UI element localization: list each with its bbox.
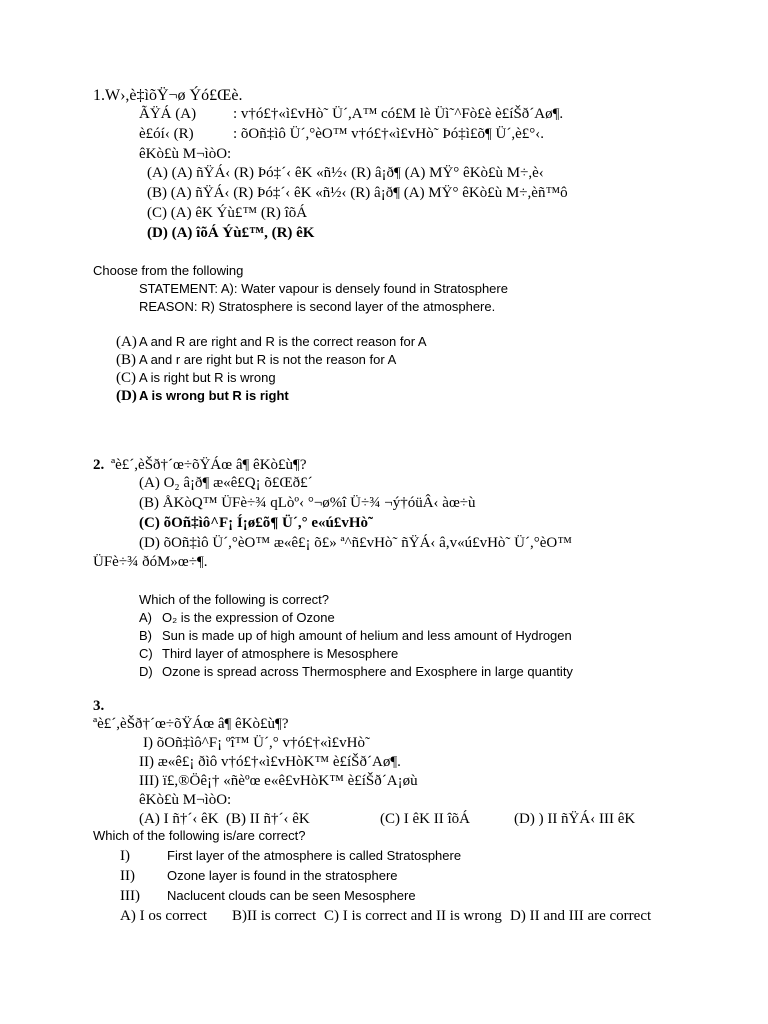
q3-option-b: (B) II ñ†´‹ êK — [226, 811, 310, 827]
q2-option-b: (B) ÅKòQ™ ÜFè÷¾ qLòº‹ °¬ø%î Ü÷¾ ¬ý†óüÂ‹ àœ÷ù — [139, 495, 476, 511]
q1-en-option-d-label: (D) — [116, 388, 137, 404]
q1-en-reason: REASON: R) Stratosphere is second layer of the atmosphere. — [139, 299, 496, 314]
q1-assertion-text: : v†ó£†«ì£vHò˜ Ü´,A™ có£M lè Üì˜^Fò£è è£íŠð´Aø¶. — [233, 106, 564, 122]
q3-choose-label: êKò£ù M¬ìòO: — [139, 792, 232, 808]
q1-en-option-c: A is right but R is wrong — [139, 370, 276, 385]
q2-en-option-b-label: B) — [139, 628, 152, 643]
q1-option-b: (B) (A) ñŸÁ‹ (R) Þó‡´‹ êK «ñ½‹ (R) â¡ð¶ (A) MŸ° êKò£ù M÷,èñ™ô — [147, 185, 568, 201]
q2-en-option-c-label: C) — [139, 646, 153, 661]
q2-option-a: (A) O₂ â¡ð¶ æ«ê£Q¡ õ£Œð£´ — [139, 475, 313, 491]
q3-heading-number: 3. — [93, 698, 105, 714]
q3-en-statement-1-label: I) — [120, 848, 130, 864]
q2-heading: ªè£´,èŠð†´œ÷õŸÁœ â¶ êKò£ù¶? — [111, 457, 307, 473]
q3-statement-2: II) æ«ê£¡ ðìô v†ó£†«ì£vHòK™ è£íŠð´Aø¶. — [139, 754, 401, 770]
q1-option-a: (A) (A) ñŸÁ‹ (R) Þó‡´‹ êK «ñ½‹ (R) â¡ð¶ (A) MŸ° êKò£ù M÷,è‹ — [147, 165, 544, 181]
q1-en-option-a-label: (A) — [116, 334, 137, 350]
q2-option-d: (D) õOñ‡ìô Ü´,°èO™ æ«ê£¡ õ£» ª^ñ£vHò˜ ñŸÁ‹ â,v«ú£vHò˜ Ü´,°èO™ — [139, 535, 572, 551]
q1-reason-text: : õOñ‡ìô Ü´,°èO™ v†ó£†«ì£vHò˜ Þó‡ì£õ¶ Ü´,è£°‹. — [233, 126, 544, 142]
q1-reason-label: è£óí‹ (R) — [139, 126, 194, 142]
q1-en-option-b-label: (B) — [116, 352, 136, 368]
q3-en-option-b: B)II is correct — [232, 908, 317, 924]
q1-heading: 1.W›,è‡ìõŸ¬ø Ýó£Œè. — [93, 87, 243, 104]
q3-statement-3: III) ï£,®Öê¡† «ñèºœ e«ê£vHòK™ è£íŠð´A¡øù — [139, 773, 418, 789]
q1-option-c: (C) (A) êK Ýù£™ (R) îõÁ — [147, 205, 308, 221]
q2-en-option-b: Sun is made up of high amount of helium and less amount of Hydrogen — [162, 628, 572, 643]
q3-en-statement-3: Naclucent clouds can be seen Mesosphere — [167, 888, 416, 903]
q3-statement-1: I) õOñ‡ìô^F¡ ºî™ Ü´,° v†ó£†«ì£vHò˜ — [143, 735, 370, 751]
q3-en-statement-3-label: III) — [120, 888, 140, 904]
q2-en-option-d: Ozone is spread across Thermosphere and Exosphere in large quantity — [162, 664, 573, 679]
q1-en-option-b: A and r are right but R is not the reason for A — [139, 352, 397, 367]
q1-en-statement: STATEMENT: A): Water vapour is densely found in Stratosphere — [139, 281, 508, 296]
q2-en-option-c: Third layer of atmosphere is Mesosphere — [162, 646, 399, 661]
q2-en-option-a: O₂ is the expression of Ozone — [162, 610, 335, 625]
q2-en-question: Which of the following is correct? — [139, 592, 330, 607]
q1-choose-label: êKò£ù M¬ìòO: — [139, 146, 232, 162]
q2-en-option-a-label: A) — [139, 610, 152, 625]
q3-en-option-d: D) II and III are correct — [510, 908, 652, 924]
q1-en-choose: Choose from the following — [93, 263, 244, 278]
q1-assertion-label: ÃŸÁ (A) — [139, 106, 197, 122]
q1-option-d: (D) (A) îõÁ Ýù£™, (R) êK — [147, 225, 315, 241]
q1-en-option-d: A is wrong but R is right — [139, 388, 289, 403]
q3-option-a: (A) I ñ†´‹ êK — [139, 811, 219, 827]
q3-en-option-a: A) I os correct — [120, 908, 208, 924]
q3-en-question: Which of the following is/are correct? — [93, 828, 306, 843]
q3-en-statement-2: Ozone layer is found in the stratosphere — [167, 868, 398, 883]
q2-heading-number: 2. — [93, 457, 105, 473]
q2-en-option-d-label: D) — [139, 664, 153, 679]
q2-option-d-continued: ÜFè÷¾ ðóM»œ÷¶. — [93, 554, 208, 570]
q3-option-c: (C) I êK II îõÁ — [380, 811, 470, 827]
q1-en-option-a: A and R are right and R is the correct reason for A — [139, 334, 427, 349]
q1-en-option-c-label: (C) — [116, 370, 136, 386]
q3-en-statement-2-label: II) — [120, 868, 135, 884]
q3-heading: ªè£´,èŠð†´œ÷õŸÁœ â¶ êKò£ù¶? — [93, 716, 289, 732]
q3-option-d: (D) ) II ñŸÁ‹ III êK — [514, 811, 636, 827]
q2-option-c: (C) õOñ‡ìô^F¡ Í¡ø£õ¶ Ü´,° e«ú£vHò˜ — [139, 515, 374, 531]
q3-en-option-c: C) I is correct and II is wrong — [324, 908, 502, 924]
q3-en-statement-1: First layer of the atmosphere is called Stratosphere — [167, 848, 462, 863]
